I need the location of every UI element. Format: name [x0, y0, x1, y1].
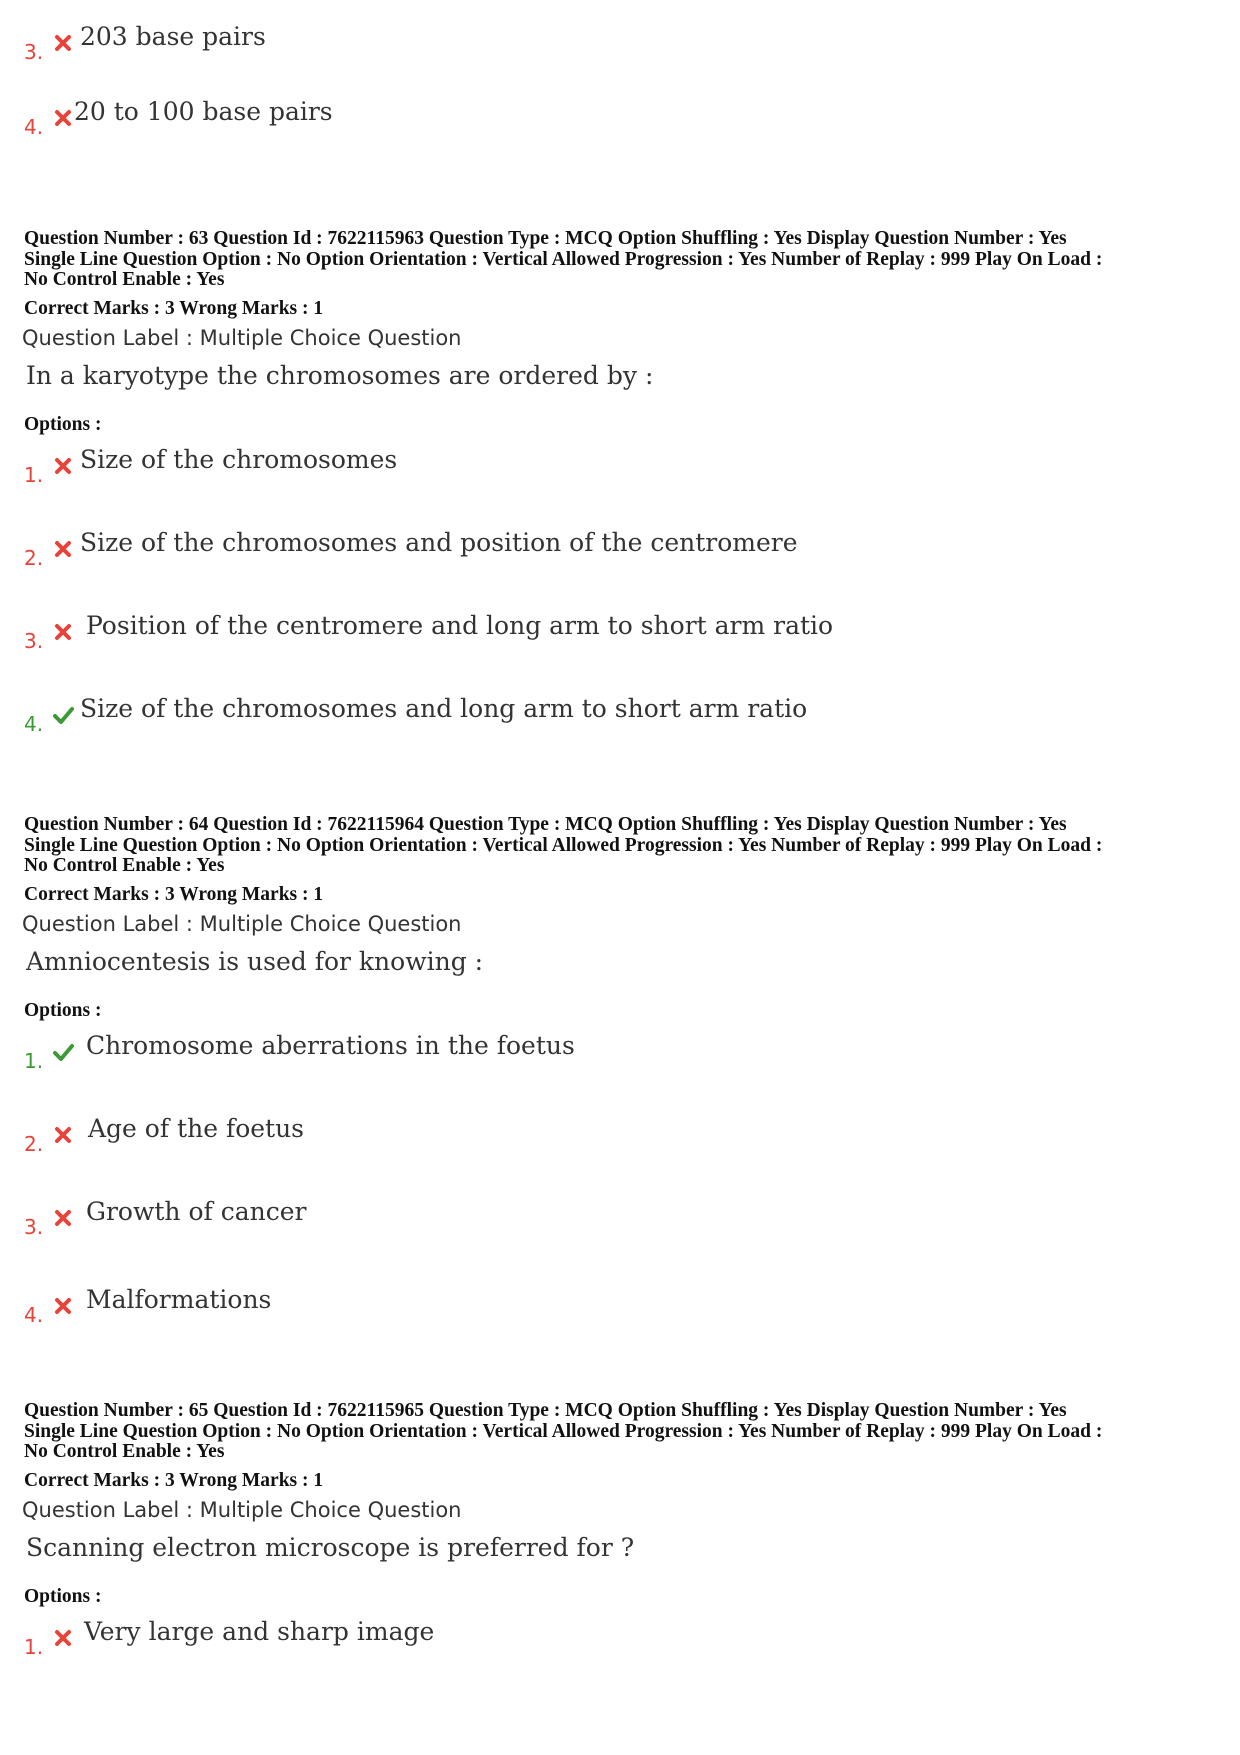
meta-line: Single Line Question Option : No Option Orientation : Vertical Allowed Progression : Yes Number of Replay : 999 Play On Load :: [24, 248, 1103, 270]
option-text: Malformations: [86, 1285, 272, 1314]
cross-icon: [52, 455, 74, 477]
cross-icon: [52, 1124, 74, 1146]
option-text: Chromosome aberrations in the foetus: [86, 1031, 575, 1060]
meta-line: Single Line Question Option : No Option Orientation : Vertical Allowed Progression : Yes Number of Replay : 999 Play On Load :: [24, 834, 1103, 856]
option-number: 4.: [24, 712, 44, 736]
question-marks: Correct Marks : 3 Wrong Marks : 1: [24, 298, 324, 319]
option-number: 3.: [24, 1215, 44, 1239]
option-text: Very large and sharp image: [84, 1617, 435, 1646]
option-text: Position of the centromere and long arm to short arm ratio: [86, 611, 834, 640]
option-row: [24, 1285, 1204, 1325]
check-icon: [52, 704, 74, 726]
option-number: 4.: [24, 115, 44, 139]
question-text: In a karyotype the chromosomes are ordered by :: [26, 361, 654, 390]
option-number: 2.: [24, 1132, 44, 1156]
question-marks: Correct Marks : 3 Wrong Marks : 1: [24, 884, 324, 905]
option-row: [24, 1617, 1204, 1657]
option-row: [24, 97, 1204, 137]
option-row: [24, 1031, 1204, 1071]
option-text: Size of the chromosomes and long arm to short arm ratio: [80, 694, 808, 723]
option-number: 1.: [24, 463, 44, 487]
option-text: 203 base pairs: [80, 22, 266, 51]
option-number: 3.: [24, 40, 44, 64]
option-text: Growth of cancer: [86, 1197, 307, 1226]
options-heading: Options :: [24, 414, 102, 435]
options-heading: Options :: [24, 1586, 102, 1607]
option-number: 1.: [24, 1049, 44, 1073]
option-row: [24, 1197, 1204, 1237]
meta-line: Question Number : 64 Question Id : 7622115964 Question Type : MCQ Option Shuffling : Yes Display Question Number : Yes: [24, 814, 1067, 835]
cross-icon: [52, 1207, 74, 1229]
options-heading: Options :: [24, 1000, 102, 1021]
question-label: Question Label : Multiple Choice Question: [22, 912, 462, 936]
cross-icon: [52, 32, 74, 54]
option-number: 4.: [24, 1303, 44, 1327]
question-meta: [24, 229, 1214, 291]
meta-line: No Control Enable : Yes: [24, 855, 225, 876]
option-text: Size of the chromosomes and position of the centromere: [80, 528, 798, 557]
option-text: 20 to 100 base pairs: [74, 97, 333, 126]
option-number: 2.: [24, 546, 44, 570]
check-icon: [52, 1041, 74, 1063]
question-label: Question Label : Multiple Choice Question: [22, 1498, 462, 1522]
meta-line: No Control Enable : Yes: [24, 1441, 225, 1462]
question-text: Scanning electron microscope is preferred for ?: [26, 1533, 635, 1562]
cross-icon: [52, 1627, 74, 1649]
option-row: [24, 528, 1204, 568]
option-row: [24, 1114, 1204, 1154]
question-meta: [24, 815, 1214, 877]
meta-line: No Control Enable : Yes: [24, 269, 225, 290]
cross-icon: [52, 538, 74, 560]
option-text: Age of the foetus: [88, 1114, 305, 1143]
meta-line: Question Number : 65 Question Id : 7622115965 Question Type : MCQ Option Shuffling : Yes Display Question Number : Yes: [24, 1400, 1067, 1421]
cross-icon: [52, 107, 74, 129]
cross-icon: [52, 621, 74, 643]
option-row: [24, 445, 1204, 485]
meta-line: Question Number : 63 Question Id : 7622115963 Question Type : MCQ Option Shuffling : Yes Display Question Number : Yes: [24, 228, 1067, 249]
option-row: [24, 22, 1204, 62]
option-text: Size of the chromosomes: [80, 445, 398, 474]
question-text: Amniocentesis is used for knowing :: [26, 947, 484, 976]
option-row: [24, 611, 1204, 651]
option-number: 1.: [24, 1635, 44, 1659]
cross-icon: [52, 1295, 74, 1317]
meta-line: Single Line Question Option : No Option Orientation : Vertical Allowed Progression : Yes Number of Replay : 999 Play On Load :: [24, 1420, 1103, 1442]
option-row: [24, 694, 1204, 734]
question-label: Question Label : Multiple Choice Question: [22, 326, 462, 350]
question-marks: Correct Marks : 3 Wrong Marks : 1: [24, 1470, 324, 1491]
option-number: 3.: [24, 629, 44, 653]
question-meta: [24, 1401, 1214, 1463]
